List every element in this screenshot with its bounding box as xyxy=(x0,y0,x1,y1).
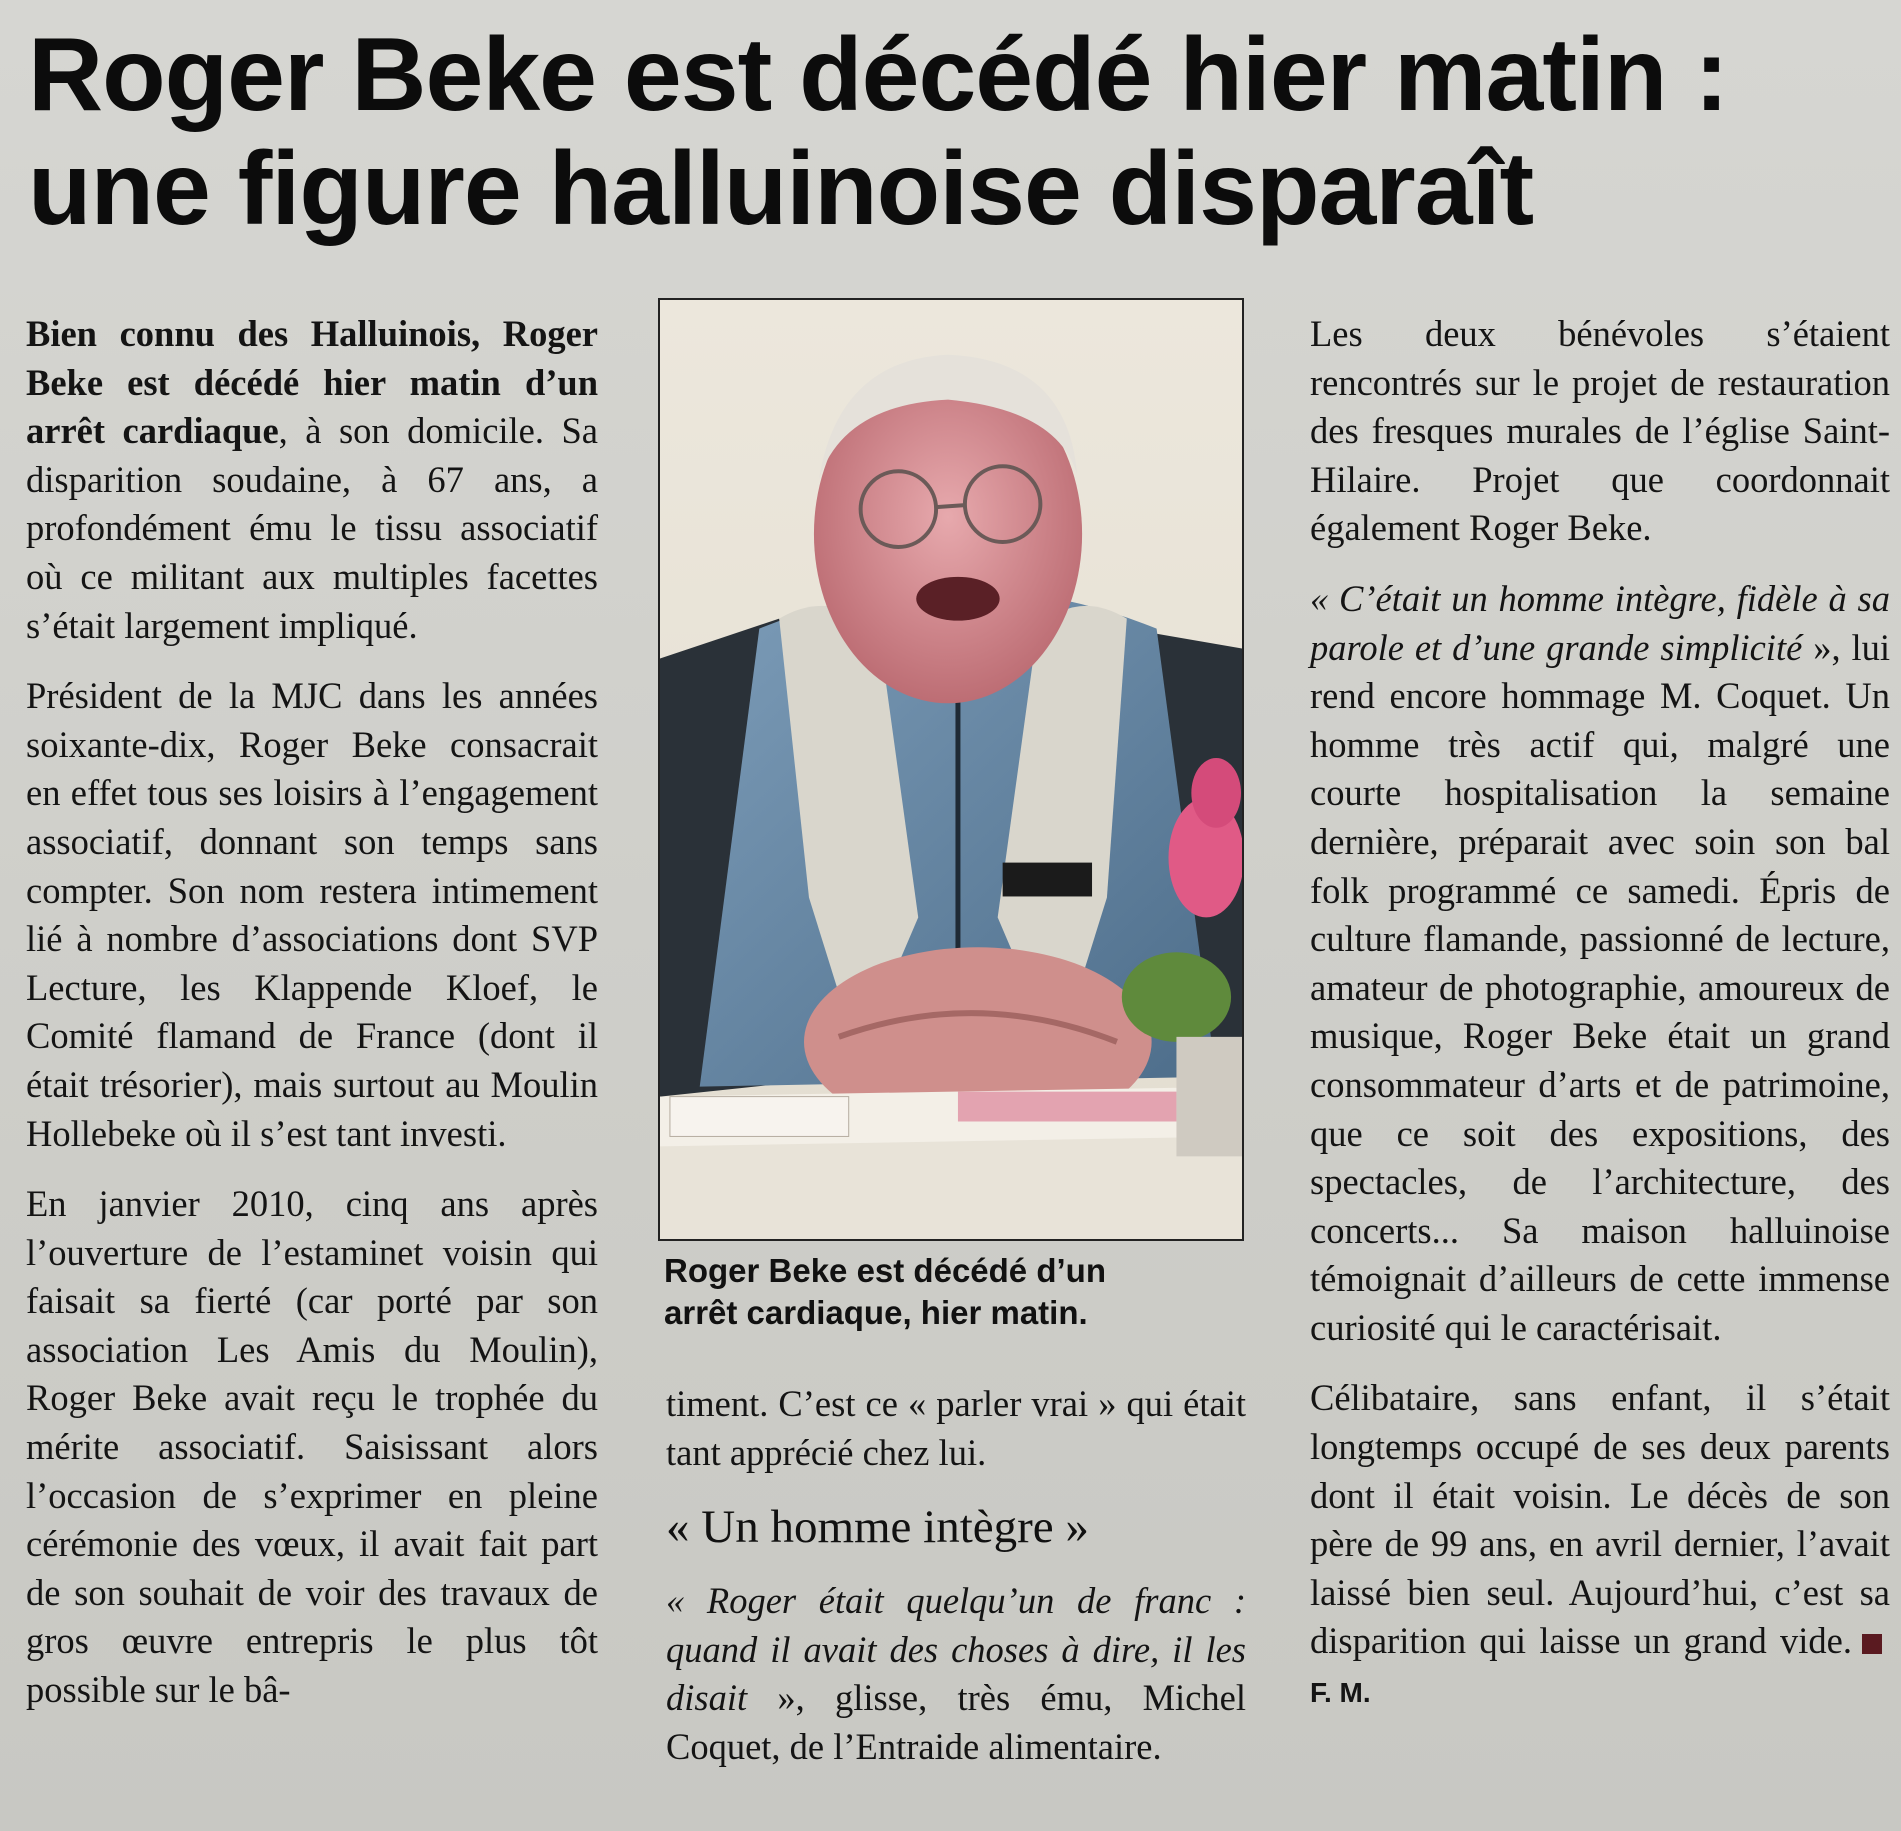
headline xyxy=(28,18,1878,246)
paragraph-volunteers: Les deux bénévoles s’étaient rencontrés sur le projet de restauration des fresques murales de l’église Saint-Hilaire. Projet que coordonnait également Roger Beke. xyxy=(1310,313,1890,549)
headline-line-1: Roger Beke est décédé hier matin : xyxy=(28,17,1728,133)
subheading: « Un homme intègre » xyxy=(666,1501,1089,1554)
paragraph-quote xyxy=(666,1577,1246,1771)
lead-text: Bien connu des Halluinois, Roger Beke est décédé hier matin d’un arrêt cardiaque xyxy=(26,313,598,452)
end-mark-icon xyxy=(1862,1634,1882,1654)
portrait-photo xyxy=(658,298,1244,1241)
photo-illustration xyxy=(660,300,1242,1239)
paragraph-mjc: Président de la MJC dans les années soixante-dix, Roger Beke consacrait en effet tous ses loisirs à l’engagement associatif, donnant son temps sans compter. Son nom restera intimement lié à nombre d’associations dont SVP Lecture, les Klappende Kloef, le Comité flamand de France (dont il était trésorier), mais surtout au Moulin Hollebeke où il s’est tant investi. xyxy=(26,675,598,1154)
photo-caption xyxy=(664,1250,1254,1334)
middle-column xyxy=(666,1380,1246,1794)
caption-line-1: Roger Beke est décédé d’un xyxy=(664,1252,1106,1289)
paragraph-continuation: timent. C’est ce « parler vrai » qui était tant apprécié chez lui. xyxy=(666,1383,1246,1473)
tribute-quote: « C’était un homme intègre, fidèle à sa parole et d’une grande simplicité xyxy=(1310,577,1890,668)
quote-attribution: », glisse, très ému, Michel Coquet, de l’Entraide alimentaire. xyxy=(666,1677,1246,1767)
left-column xyxy=(26,310,598,1737)
closing-text: Célibataire, sans enfant, il s’était longtemps occupé de ses deux parents dont il était voisin. Le décès de son père de 99 ans, en avril dernier, l’avait laissé bien seul. Aujourd’hui, c’est sa disparition qui laisse un grand vide. xyxy=(1310,1377,1890,1662)
intro-rest: , à son domicile. Sa disparition soudaine, à 67 ans, a profondément ému le tissu associatif où ce militant aux multiples facettes s’était largement impliqué. xyxy=(26,410,599,646)
paragraph-tribute xyxy=(1310,575,1890,1353)
headline-line-2: une figure halluinoise disparaît xyxy=(28,131,1534,247)
paragraph-closing xyxy=(1310,1374,1890,1717)
caption-line-2: arrêt cardiaque, hier matin. xyxy=(664,1294,1088,1331)
tribute-rest: », lui rend encore hommage M. Coquet. Un homme très actif qui, malgré une courte hospitalisation la semaine dernière, préparait avec soin son bal folk programmé ce samedi. Épris de culture flamande, passionné de lecture, amateur de photographie, amoureux de musique, Roger Beke était un grand consommateur d’arts et de patrimoine, que ce soit des expositions, des spectacles, de l’architecture, des concerts... Sa maison halluinoise témoignait d’ailleurs de cette immense curiosité qui le caractérisait. xyxy=(1310,626,1890,1348)
paragraph-intro xyxy=(26,310,598,650)
right-column xyxy=(1310,310,1890,1740)
quote-text: « Roger était quelqu’un de franc : quand il avait des choses à dire, il les disait xyxy=(666,1580,1246,1719)
author-signature: F. M. xyxy=(1310,1677,1371,1709)
paragraph-trophy: En janvier 2010, cinq ans après l’ouverture de l’estaminet voisin qui faisait sa fierté (car porté par son association Les Amis du Moulin), Roger Beke avait reçu le trophée du mérite associatif. Saisissant alors l’occasion de s’exprimer en pleine cérémonie des vœux, il avait fait part de son souhait de voir des travaux de gros œuvre entrepris le plus tôt possible sur le bâ- xyxy=(26,1183,598,1711)
